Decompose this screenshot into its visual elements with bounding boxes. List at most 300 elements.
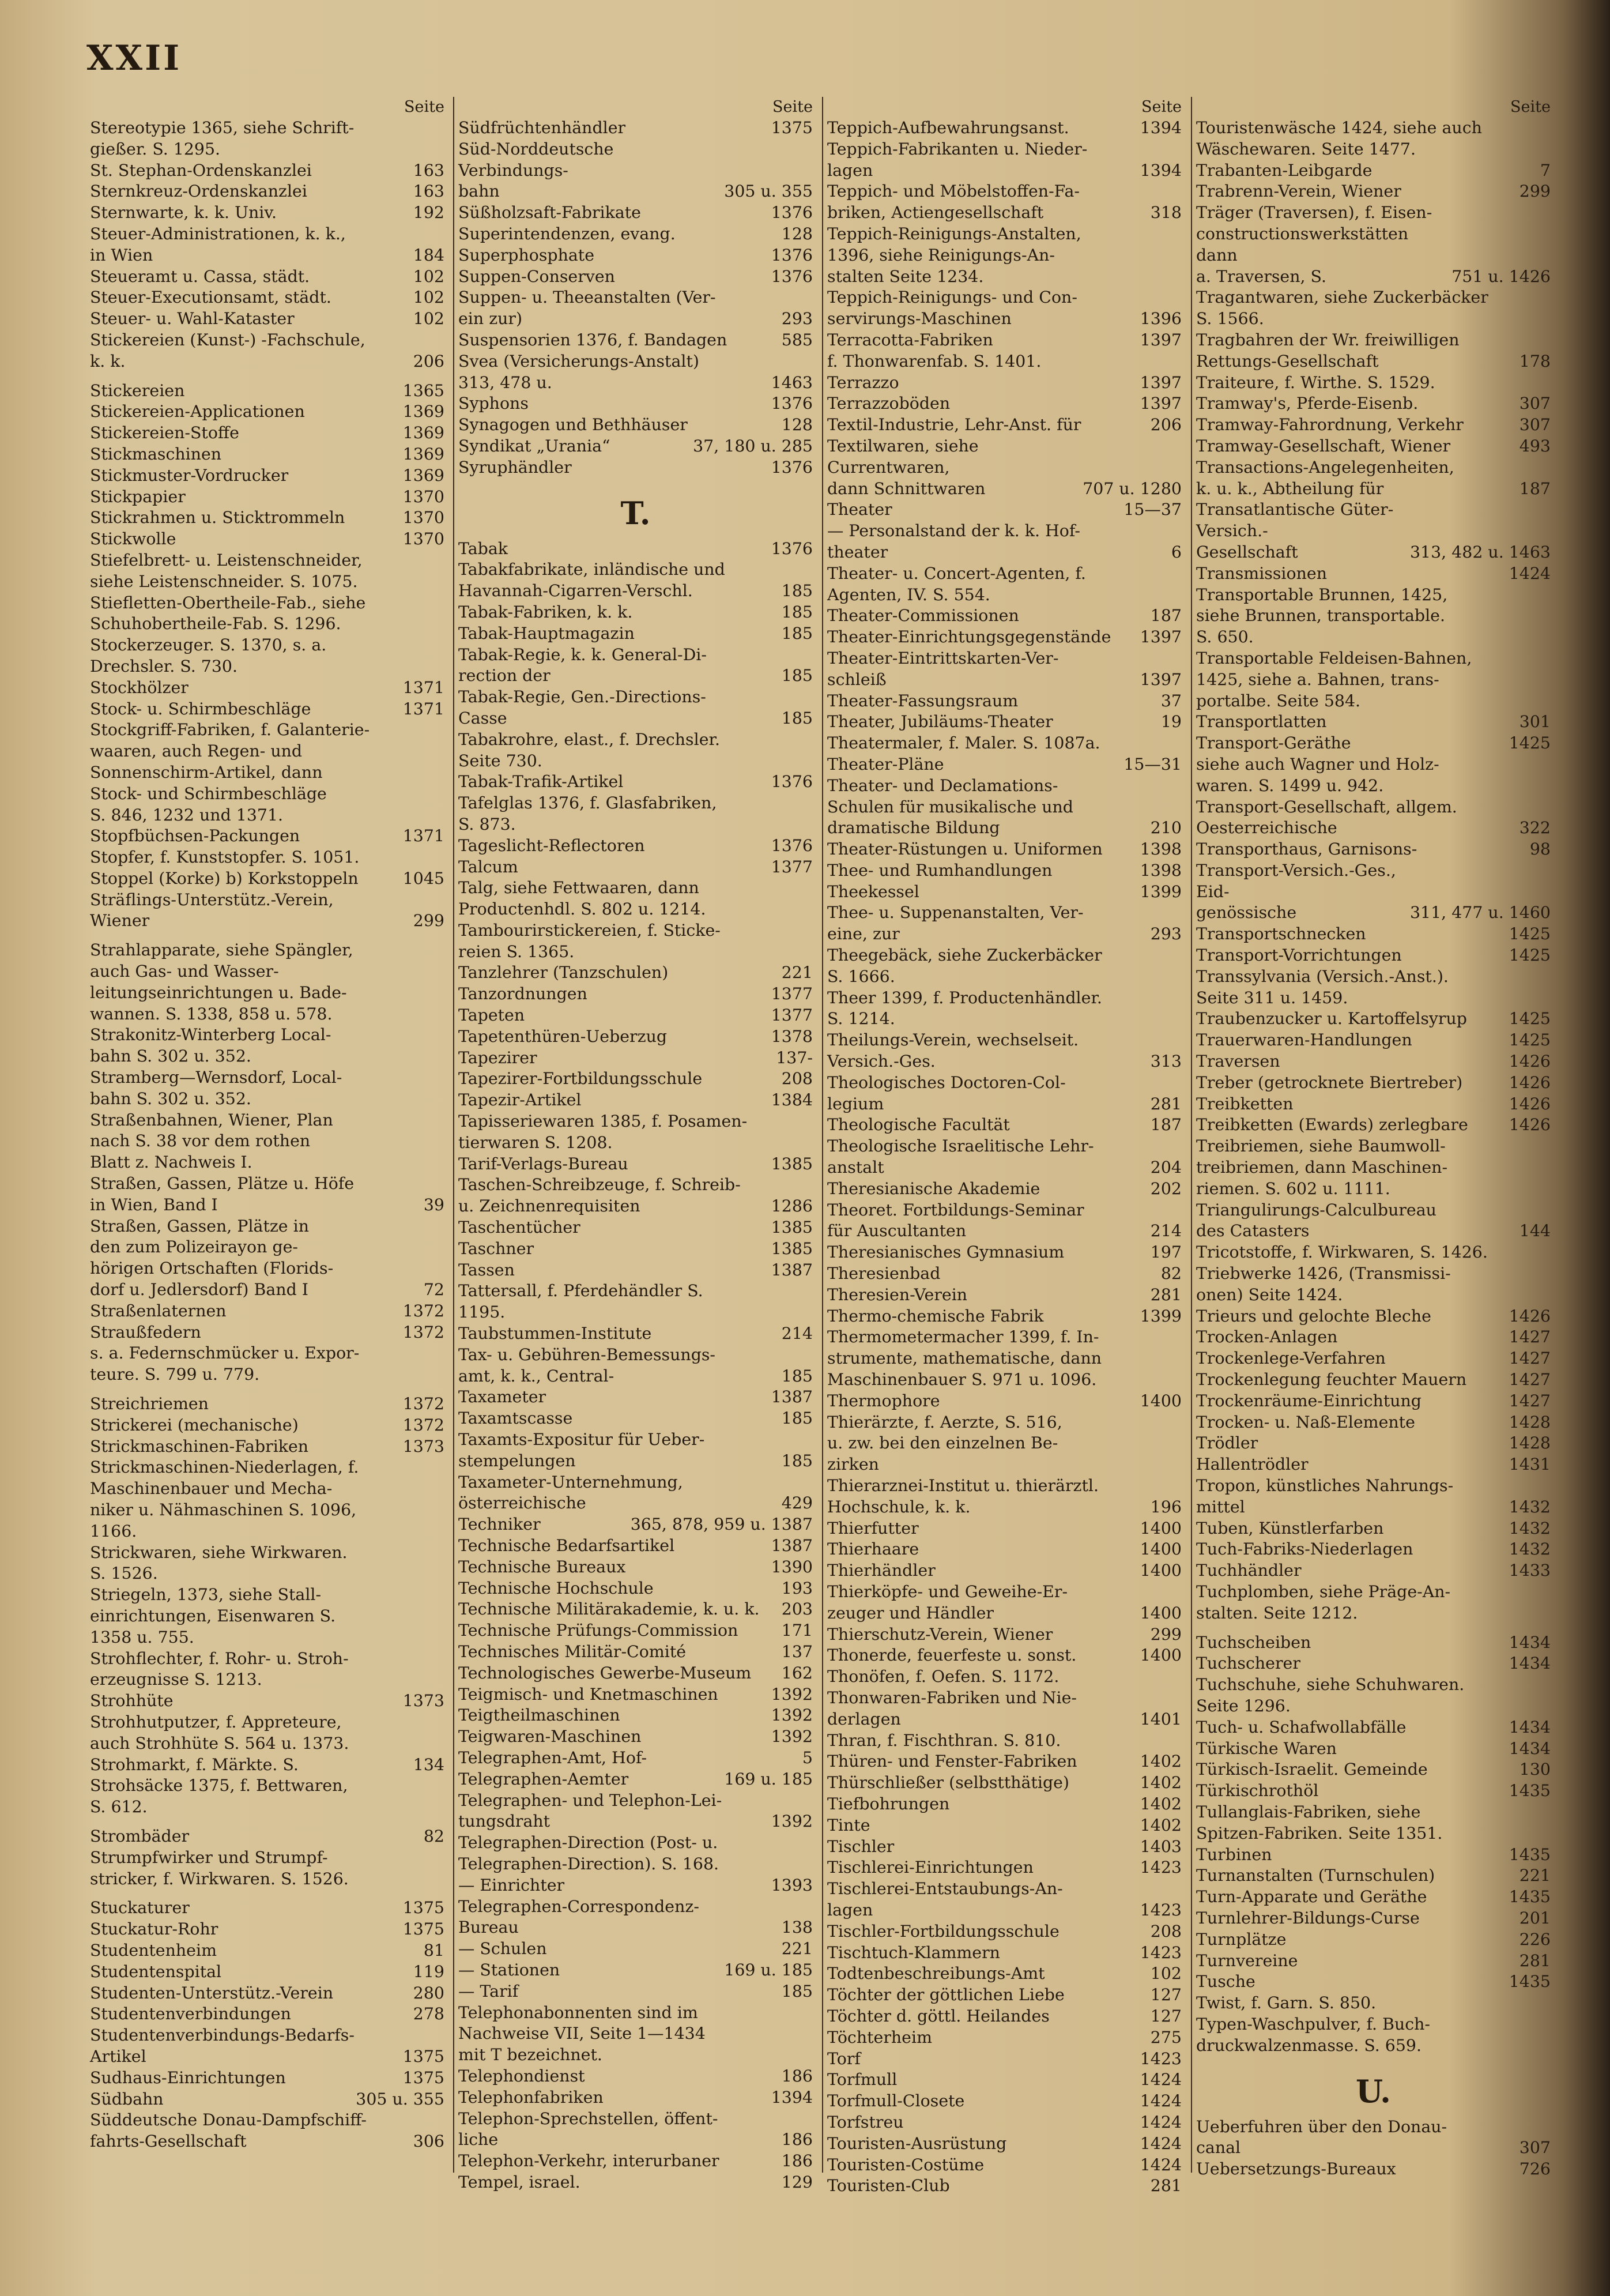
entry-term: Theologische Israelitische Lehr- anstalt <box>827 1136 1094 1177</box>
entry-term: Thierhaare <box>827 1540 919 1559</box>
entry-term: Touristen-Ausrüstung <box>827 2133 1007 2153</box>
entry-page-ref: 1400 <box>1140 1540 1182 1559</box>
entry-term: Turbinen <box>1196 1845 1272 1864</box>
entry-term: Thermophore <box>827 1391 940 1410</box>
entry-term: Steuer-Administrationen, k. k., in Wien <box>90 224 346 265</box>
entry-page-ref: 185 <box>781 623 813 643</box>
index-entry <box>1196 1951 1551 1972</box>
index-entry <box>458 1260 813 1281</box>
index-entry <box>90 465 444 487</box>
entry-page-ref: 1402 <box>1140 1773 1182 1793</box>
entry-page-ref: 1424 <box>1140 2112 1182 2132</box>
seite-header: Seite <box>772 98 813 116</box>
index-entry <box>90 1983 444 2004</box>
index-entry <box>458 1323 813 1345</box>
entry-term: Tuch- u. Schafwollabfälle <box>1196 1717 1407 1737</box>
index-entry <box>1196 945 1551 966</box>
index-entry <box>827 2155 1182 2176</box>
entry-page-ref: 1392 <box>771 1812 813 1831</box>
entry-term: Traiteure, f. Wirthe. S. 1529. <box>1196 372 1435 392</box>
entry-term: Tabakfabrikate, inländische und Havannah-Cigarren-Verschl. <box>458 560 725 601</box>
entry-page-ref: 1434 <box>1509 1632 1551 1652</box>
entry-page-ref: 192 <box>413 203 444 223</box>
entry-page-ref: 1397 <box>1140 372 1182 392</box>
entry-page-ref: 299 <box>413 911 444 931</box>
entry-term: Teppich-Aufbewahrungsanst. <box>827 118 1069 137</box>
entry-term: Töchter d. göttl. Heilandes <box>827 2006 1050 2026</box>
entry-term: Taxameter-Unternehmung, österreichische <box>458 1472 683 1513</box>
entry-gap <box>90 1386 444 1394</box>
entry-page-ref: 311, 477 u. 1460 <box>1409 903 1551 923</box>
entry-term: Straßen, Gassen, Plätze u. Höfe in Wien, Band I <box>90 1174 355 1214</box>
entry-term: — Schulen <box>458 1939 547 1959</box>
entry-term: Trocken- u. Naß-Elemente <box>1196 1412 1415 1432</box>
index-entry <box>1196 1094 1551 1115</box>
entry-page-ref: 1397 <box>1140 330 1182 349</box>
entry-page-ref: 1375 <box>402 2068 444 2087</box>
section-letter: T. <box>620 494 651 532</box>
entry-page-ref: 1425 <box>1509 733 1551 753</box>
entry-term: Uebersetzungs-Bureaux <box>1196 2159 1396 2179</box>
index-entry <box>827 499 1182 521</box>
index-entry <box>827 1115 1182 1136</box>
entry-term: Transsylvania (Versich.-Anst.). Seite 311 u. 1459. <box>1196 966 1449 1007</box>
index-entry <box>458 330 813 351</box>
index-entry <box>458 559 813 602</box>
entry-page-ref: 19 <box>1160 712 1182 732</box>
index-entry <box>1196 1632 1551 1654</box>
entry-term: Stoppel (Korke) b) Korkstoppeln <box>90 868 359 888</box>
entry-term: Tapisseriewaren 1385, f. Posamen- tierwaren S. 1208. <box>458 1112 748 1152</box>
entry-page-ref: 1376 <box>771 266 813 286</box>
index-entry <box>90 868 444 890</box>
index-entry <box>90 2004 444 2025</box>
entry-term: Thierschutz-Verein, Wiener <box>827 1624 1053 1644</box>
entry-term: Typen-Waschpulver, f. Buch- druckwalzenmasse. S. 659. <box>1196 2014 1431 2055</box>
index-entry <box>827 287 1182 330</box>
index-entry <box>458 793 813 835</box>
entry-term: Treibriemen, siehe Baumwoll- treibriemen, dann Maschinen- riemen. S. 602 u. 1111. <box>1196 1136 1448 1198</box>
entry-term: Triebwerke 1426, (Transmissi- onen) Seite 1424. <box>1196 1264 1451 1304</box>
entry-page-ref: 1435 <box>1509 1845 1551 1864</box>
index-entry <box>458 1514 813 1535</box>
entry-term: Steuer-Executionsamt, städt. <box>90 288 331 307</box>
entry-page-ref: 726 <box>1519 2159 1551 2179</box>
index-entry <box>458 1026 813 1048</box>
entry-term: Superintendenzen, evang. <box>458 224 676 243</box>
entry-page-ref: 1433 <box>1509 1561 1551 1580</box>
entry-term: Tuchhändler <box>1196 1561 1302 1580</box>
entry-page-ref: 751 u. 1426 <box>1451 266 1551 286</box>
entry-page-ref: 1376 <box>771 772 813 792</box>
entry-term: Teigtheilmaschinen <box>458 1706 620 1725</box>
entry-page-ref: 293 <box>781 309 813 329</box>
page-number: XXII <box>86 38 182 78</box>
index-entry <box>458 436 813 457</box>
entry-term: Theer 1399, f. Productenhändler. S. 1214. <box>827 988 1102 1029</box>
index-entry <box>90 635 444 677</box>
entry-page-ref: 1394 <box>1140 118 1182 137</box>
entry-term: Strombäder <box>90 1826 190 1846</box>
index-entry <box>458 2087 813 2109</box>
entry-page-ref: 1377 <box>771 984 813 1004</box>
entry-page-ref: 301 <box>1519 712 1551 732</box>
entry-page-ref: 307 <box>1519 415 1551 435</box>
index-entry <box>1196 860 1551 924</box>
index-entry <box>1196 1030 1551 1051</box>
entry-term: Theilungs-Verein, wechselseit. Versich.-Ges. <box>827 1030 1079 1071</box>
index-entry <box>90 1847 444 1890</box>
index-entry <box>458 602 813 623</box>
index-entry <box>90 1584 444 1648</box>
entry-page-ref: 1400 <box>1140 1603 1182 1623</box>
index-entry <box>1196 1051 1551 1072</box>
index-entry <box>1196 499 1551 563</box>
index-entry <box>827 1412 1182 1476</box>
index-entry <box>1196 372 1551 394</box>
index-entry <box>90 677 444 699</box>
entry-term: Strickmaschinen-Niederlagen, f. Maschinenbauer und Mecha- niker u. Nähmaschinen S. 1096, 1166. <box>90 1458 359 1541</box>
entry-term: Theater- u. Concert-Agenten, f. Agenten, IV. S. 554. <box>827 563 1086 604</box>
entry-term: Tax- u. Gebühren-Bemessungs- amt, k. k., Central- <box>458 1345 716 1386</box>
entry-page-ref: 1392 <box>771 1727 813 1747</box>
index-entry <box>458 1345 813 1387</box>
entry-term: Tattersall, f. Pferdehändler S. 1195. <box>458 1281 703 1322</box>
entry-gap <box>90 372 444 381</box>
entry-page-ref: 1375 <box>402 1919 444 1939</box>
entry-page-ref: 1399 <box>1140 1306 1182 1326</box>
entry-term: Twist, f. Garn. S. 850. <box>1196 1993 1377 2013</box>
entry-page-ref: 7 <box>1540 160 1551 180</box>
entry-page-ref: 1431 <box>1509 1455 1551 1474</box>
entry-term: Tapezirer-Fortbildungsschule <box>458 1069 703 1089</box>
index-entry <box>1196 1887 1551 1908</box>
entry-page-ref: 102 <box>413 288 444 307</box>
entry-page-ref: 281 <box>1150 1094 1182 1113</box>
entry-page-ref: 5 <box>802 1748 813 1767</box>
entry-page-ref: 221 <box>781 1939 813 1959</box>
entry-term: Süßholzsaft-Fabrikate <box>458 203 641 223</box>
entry-term: Studentenspital <box>90 1962 222 1981</box>
index-entry <box>827 1772 1182 1794</box>
entry-term: Traversen <box>1196 1052 1280 1071</box>
entry-term: Technische Bedarfsartikel <box>458 1536 675 1555</box>
index-entry <box>827 1539 1182 1560</box>
entry-page-ref: 1402 <box>1140 1794 1182 1813</box>
index-entry <box>1196 563 1551 585</box>
entry-term: Sträflings-Unterstütz.-Verein, Wiener <box>90 890 334 931</box>
entry-page-ref: 1369 <box>402 444 444 464</box>
entry-page-ref: 37, 180 u. 285 <box>693 436 813 456</box>
index-entry <box>458 1408 813 1429</box>
entry-term: Straßenbahnen, Wiener, Plan nach S. 38 vor dem rothen Blatt z. Nachweis I. <box>90 1110 333 1172</box>
index-entry <box>458 1599 813 1620</box>
entry-term: Stickereien-Stoffe <box>90 423 239 443</box>
entry-term: Töchterheim <box>827 2027 932 2047</box>
entry-page-ref: 1387 <box>771 1536 813 1555</box>
index-entry <box>90 266 444 288</box>
index-entry <box>90 1436 444 1458</box>
index-entry <box>1196 1908 1551 1929</box>
index-entry <box>827 1985 1182 2006</box>
entry-page-ref: 1427 <box>1509 1370 1551 1390</box>
entry-page-ref: 1370 <box>402 487 444 506</box>
index-entry <box>827 1136 1182 1179</box>
index-entry <box>1196 712 1551 733</box>
entry-term: Südbahn <box>90 2089 164 2109</box>
entry-page-ref: 185 <box>781 1981 813 2001</box>
entry-term: Theologisches Doctoren-Col- legium <box>827 1072 1066 1113</box>
index-entry <box>90 890 444 932</box>
entry-page-ref: 1376 <box>771 539 813 558</box>
index-entry <box>1196 1717 1551 1738</box>
index-entry <box>827 648 1182 691</box>
entry-term: Strickerei (mechanische) <box>90 1415 299 1435</box>
entry-term: Thonwaren-Fabriken und Nie- derlagen <box>827 1688 1077 1729</box>
entry-term: Tafelglas 1376, f. Glasfabriken, S. 873. <box>458 793 717 834</box>
entry-page-ref: 197 <box>1150 1243 1182 1262</box>
index-entry <box>458 835 813 857</box>
entry-term: Süddeutsche Donau-Dampfschiff- fahrts-Gesellschaft <box>90 2110 367 2151</box>
index-entry <box>458 351 813 394</box>
index-entry <box>1196 924 1551 945</box>
index-entry <box>458 1939 813 1960</box>
entry-page-ref: 1400 <box>1140 1391 1182 1410</box>
entry-term: Tapetenthüren-Ueberzug <box>458 1026 668 1046</box>
entry-page-ref: 1403 <box>1140 1836 1182 1856</box>
index-entry <box>458 1896 813 1939</box>
index-entry <box>827 1200 1182 1243</box>
entry-page-ref: 102 <box>413 266 444 286</box>
entry-term: Todtenbeschreibungs-Amt <box>827 1964 1045 1983</box>
entry-term: Stickpapier <box>90 487 186 506</box>
entry-page-ref: 1426 <box>1509 1094 1551 1113</box>
index-entry <box>458 878 813 920</box>
entry-page-ref: 1369 <box>402 402 444 421</box>
entry-term: Trieurs und gelochte Bleche <box>1196 1306 1431 1326</box>
entry-page-ref: 318 <box>1150 203 1182 223</box>
entry-term: Tanzordnungen <box>458 984 587 1004</box>
index-entry <box>458 1005 813 1026</box>
entry-term: Teigwaren-Maschinen <box>458 1727 642 1747</box>
entry-page-ref: 1425 <box>1509 1009 1551 1029</box>
entry-term: Technisches Militär-Comité <box>458 1642 687 1661</box>
entry-page-ref: 1375 <box>402 1898 444 1918</box>
entry-term: Talcum <box>458 857 518 876</box>
entry-page-ref: 171 <box>781 1621 813 1640</box>
entry-term: Teppich-Fabrikanten u. Nieder- lagen <box>827 139 1088 180</box>
entry-term: — Stationen <box>458 1960 560 1979</box>
entry-term: Tuchschuhe, siehe Schuhwaren. Seite 1296. <box>1196 1675 1465 1715</box>
index-entry <box>458 1175 813 1217</box>
entry-page-ref: 305 u. 355 <box>356 2089 444 2109</box>
index-entry <box>458 1726 813 1748</box>
entry-page-ref: 185 <box>781 708 813 728</box>
entry-term: Tabak-Regie, k. k. General-Di- rection der <box>458 645 707 686</box>
index-column-3 <box>827 97 1182 2196</box>
entry-page-ref: 208 <box>781 1069 813 1089</box>
entry-page-ref: 1370 <box>402 529 444 549</box>
entry-term: Tabak-Hauptmagazin <box>458 623 635 643</box>
entry-term: Thran, f. Fischthran. S. 810. <box>827 1730 1061 1750</box>
entry-page-ref: 1434 <box>1509 1738 1551 1758</box>
entry-page-ref: 1425 <box>1509 1030 1551 1050</box>
index-entry <box>1196 1454 1551 1476</box>
entry-term: Sternkreuz-Ordenskanzlei <box>90 182 307 201</box>
index-entry <box>1196 2014 1551 2057</box>
index-entry <box>90 1322 444 1343</box>
entry-page-ref: 221 <box>781 963 813 983</box>
entry-page-ref: 1369 <box>402 465 444 485</box>
entry-page-ref: 1045 <box>402 868 444 888</box>
entry-page-ref: 169 u. 185 <box>724 1960 813 1979</box>
index-entry <box>1196 1929 1551 1951</box>
index-entry <box>1196 1865 1551 1887</box>
entry-page-ref: 1397 <box>1140 394 1182 413</box>
index-entry <box>827 372 1182 394</box>
index-entry <box>90 1962 444 1983</box>
index-entry <box>1196 1781 1551 1802</box>
entry-term: Transactions-Angelegenheiten, k. u. k., Abtheilung für <box>1196 457 1454 498</box>
entry-page-ref: 1371 <box>402 699 444 718</box>
index-entry <box>827 1391 1182 1412</box>
entry-term: Transport-Gesellschaft, allgem. Oesterreichische <box>1196 797 1457 838</box>
entry-page-ref: 1387 <box>771 1260 813 1279</box>
entry-page-ref: 1432 <box>1509 1518 1551 1538</box>
entry-page-ref: 1385 <box>771 1154 813 1173</box>
entry-term: Tabak-Fabriken, k. k. <box>458 602 633 622</box>
entry-page-ref: 1426 <box>1509 1072 1551 1092</box>
index-entry <box>458 1981 813 2003</box>
entry-term: Sudhaus-Einrichtungen <box>90 2068 286 2087</box>
index-entry <box>458 984 813 1005</box>
entry-term: Taxamts-Expositur für Ueber- stempelungen <box>458 1430 705 1470</box>
entry-term: Streichriemen <box>90 1394 209 1414</box>
index-entry <box>827 415 1182 436</box>
entry-term: Tricotstoffe, f. Wirkwaren, S. 1426. <box>1196 1243 1488 1262</box>
entry-term: Stockhölzer <box>90 677 188 697</box>
entry-term: Theresianische Akademie <box>827 1179 1040 1198</box>
index-entry <box>90 2025 444 2068</box>
index-entry <box>827 393 1182 415</box>
index-entry <box>458 1535 813 1557</box>
entry-term: Taschentücher <box>458 1218 580 1237</box>
entry-term: Tassen <box>458 1260 515 1279</box>
index-column-1 <box>90 97 444 2173</box>
index-entry <box>458 645 813 687</box>
entry-term: f. Thonwarenfab. S. 1401. <box>827 351 1042 371</box>
index-entry <box>1196 1971 1551 1993</box>
entry-page-ref: 1423 <box>1140 1943 1182 1962</box>
entry-page-ref: 137 <box>781 1642 813 1661</box>
index-entry <box>458 1684 813 1706</box>
index-entry <box>90 940 444 1025</box>
entry-page-ref: 1394 <box>1140 160 1182 180</box>
index-entry <box>458 2172 813 2193</box>
entry-page-ref: 1372 <box>402 1394 444 1414</box>
entry-term: Telegraphen-Amt, Hof- <box>458 1748 647 1767</box>
entry-page-ref: 1426 <box>1509 1052 1551 1071</box>
entry-term: Tischlerei-Entstaubungs-An- lagen <box>827 1879 1063 1919</box>
entry-term: Treibketten <box>1196 1094 1294 1113</box>
entry-term: Teppich-Reinigungs- und Con- servirungs-Maschinen <box>827 288 1077 329</box>
entry-term: Straußfedern <box>90 1322 201 1342</box>
index-entry <box>827 2112 1182 2133</box>
entry-page-ref: 1424 <box>1509 563 1551 583</box>
index-entry <box>1196 118 1551 160</box>
index-entry <box>458 2003 813 2066</box>
entry-page-ref: 1423 <box>1140 1858 1182 1877</box>
entry-page-ref: 1400 <box>1140 1646 1182 1665</box>
entry-term: Strickwaren, siehe Wirkwaren. S. 1526. <box>90 1542 348 1583</box>
entry-page-ref: 1371 <box>402 826 444 846</box>
entry-page-ref: 187 <box>1519 479 1551 498</box>
entry-term: Tuchscheiben <box>1196 1632 1311 1652</box>
entry-term: Tabak <box>458 539 508 558</box>
entry-gap <box>1196 1624 1551 1632</box>
index-entry <box>827 882 1182 903</box>
index-entry <box>90 1394 444 1415</box>
entry-term: Terracotta-Fabriken <box>827 330 993 349</box>
entry-term: Strickmaschinen-Fabriken <box>90 1436 309 1456</box>
entry-page-ref: 102 <box>1150 1964 1182 1983</box>
index-entry <box>90 593 444 635</box>
column-divider <box>822 97 823 2173</box>
entry-page-ref: 1401 <box>1140 1709 1182 1729</box>
entry-term: Tabakrohre, elast., f. Drechsler. Seite 730. <box>458 729 720 770</box>
entry-page-ref: 1463 <box>771 372 813 392</box>
index-entry <box>1196 1369 1551 1391</box>
entry-page-ref: 275 <box>1150 2027 1182 2047</box>
entry-page-ref: 1427 <box>1509 1327 1551 1347</box>
entry-term: Stramberg—Wernsdorf, Local- bahn S. 302 u. 352. <box>90 1068 342 1108</box>
index-entry <box>458 1217 813 1239</box>
index-entry <box>90 1216 444 1301</box>
entry-term: Stickwolle <box>90 529 176 549</box>
entry-page-ref: 137- <box>776 1048 813 1067</box>
entry-page-ref: 1435 <box>1509 1781 1551 1801</box>
entry-term: Tischlerei-Einrichtungen <box>827 1858 1034 1877</box>
entry-page-ref: 365, 878, 959 u. 1387 <box>630 1515 813 1534</box>
index-entry <box>827 1836 1182 1858</box>
entry-term: Theoret. Fortbildungs-Seminar für Auscultanten <box>827 1200 1084 1241</box>
index-entry <box>1196 436 1551 457</box>
index-entry <box>827 181 1182 224</box>
index-entry <box>458 1578 813 1599</box>
index-entry <box>458 1154 813 1175</box>
index-entry <box>458 139 813 202</box>
index-entry <box>827 2133 1182 2155</box>
entry-page-ref: 134 <box>413 1755 444 1774</box>
entry-term: Tanzlehrer (Tanzschulen) <box>458 963 669 983</box>
index-entry <box>458 1769 813 1790</box>
entry-page-ref: 1375 <box>771 118 813 137</box>
entry-page-ref: 299 <box>1150 1624 1182 1644</box>
entry-page-ref: 313, 482 u. 1463 <box>1409 542 1551 562</box>
entry-term: Taubstummen-Institute <box>458 1324 652 1343</box>
index-entry <box>1196 1993 1551 2014</box>
entry-term: Touristenwäsche 1424, siehe auch Wäschewaren. Seite 1477. <box>1196 118 1482 159</box>
entry-term: Steueramt u. Cassa, städt. <box>90 266 310 286</box>
index-entry <box>827 1857 1182 1879</box>
index-entry <box>827 776 1182 839</box>
entry-page-ref: 1384 <box>771 1090 813 1110</box>
index-entry <box>827 605 1182 627</box>
index-entry <box>827 1751 1182 1772</box>
entry-page-ref: 1372 <box>402 1415 444 1435</box>
index-entry <box>827 1963 1182 1985</box>
seite-header: Seite <box>404 98 444 116</box>
